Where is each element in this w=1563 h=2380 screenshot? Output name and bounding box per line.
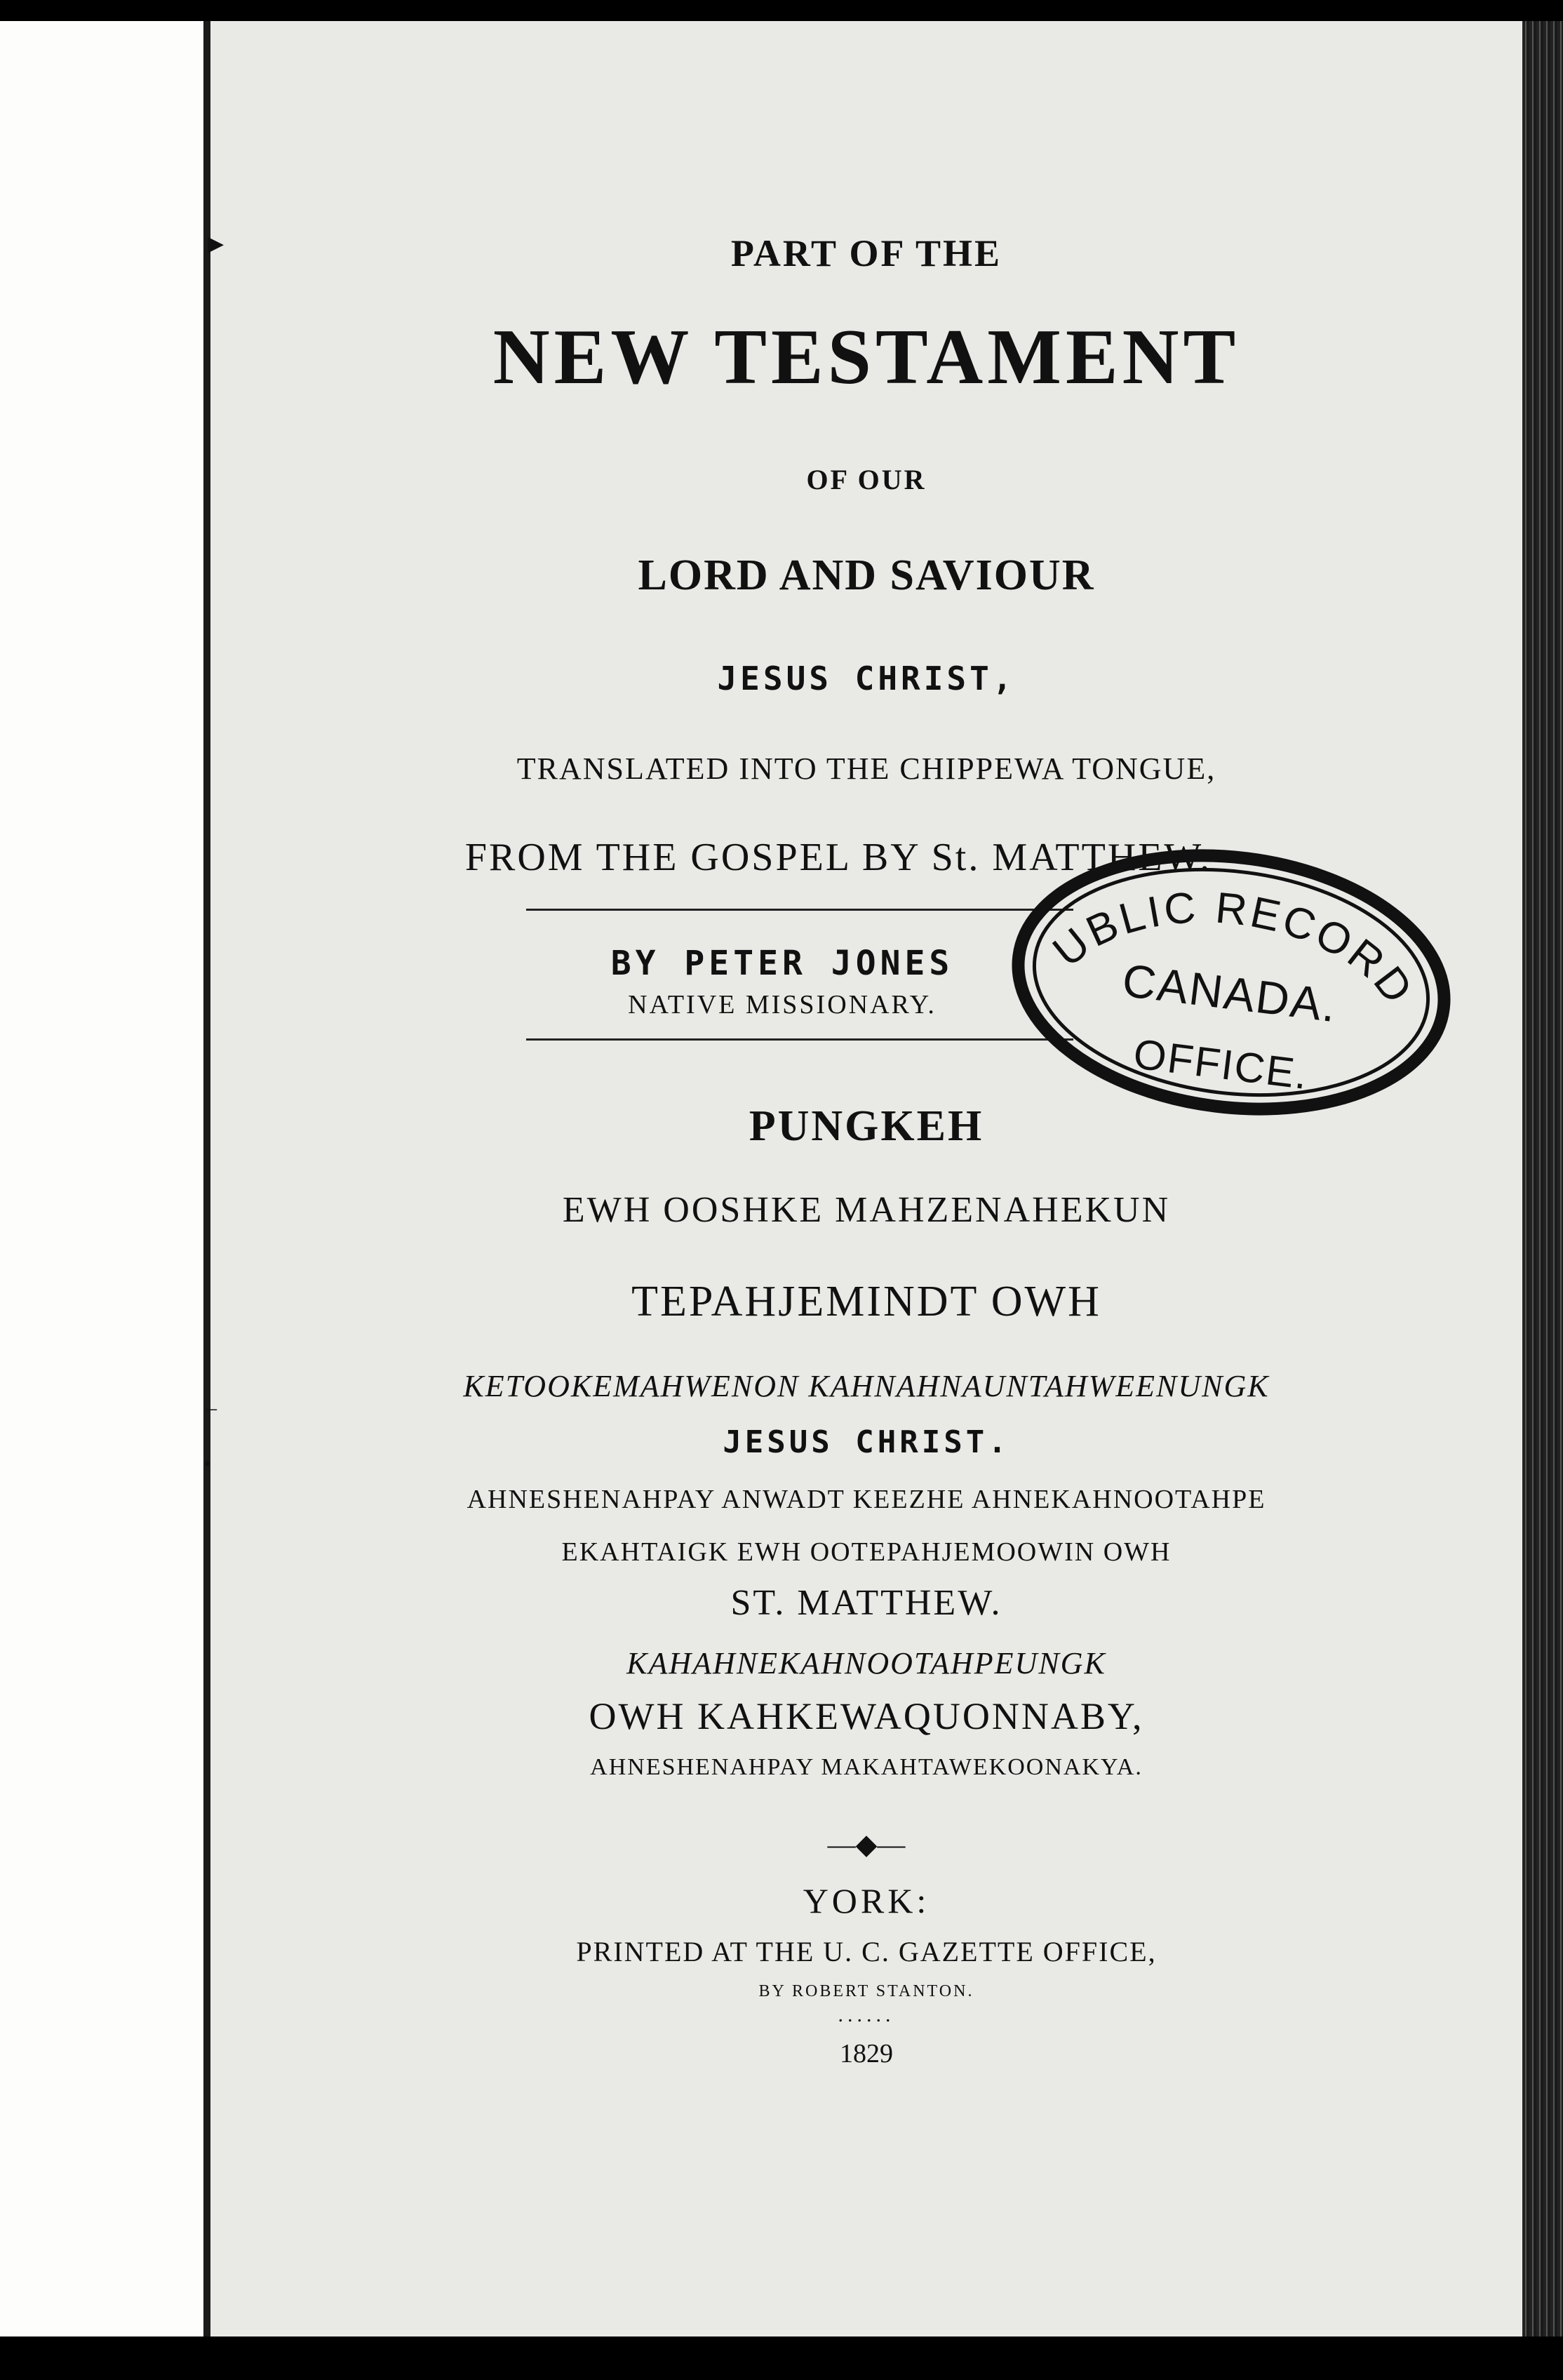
imprint-dots: ...... (838, 2003, 895, 2026)
stamp-oval (988, 815, 1475, 1149)
title-lord-and-saviour: LORD AND SAVIOUR (638, 551, 1095, 599)
imprint-year: 1829 (840, 2039, 893, 2068)
stamp-center-text: CANADA. (1120, 954, 1341, 1032)
imprint-by: BY ROBERT STANTON. (758, 1982, 974, 2000)
public-records-stamp (988, 815, 1475, 1149)
chippewa-ahneshenahpay: AHNESHENAHPAY ANWADT KEEZHE AHNEKAHNOOTAHPE (467, 1485, 1266, 1514)
margin-mark: • (203, 1452, 211, 1476)
stamp-top-text: PUBLIC RECORDS (1044, 883, 1423, 1015)
chippewa-jesus-christ: JESUS CHRIST. (723, 1424, 1010, 1460)
facing-blank-page (0, 21, 203, 2336)
chippewa-tepahjemindt: TEPAHJEMINDT OWH (631, 1278, 1101, 1325)
margin-mark: – (206, 1396, 217, 1419)
title-of-our: OF OUR (806, 464, 927, 495)
author-title: NATIVE MISSIONARY. (628, 990, 937, 1019)
chippewa-ketookemahwenon: KETOOKEMAHWENON KAHNAHNAUNTAHWEENUNGK (463, 1369, 1270, 1403)
imprint-place: YORK: (803, 1881, 930, 1920)
chippewa-kahahnekahnootahpeungk: KAHAHNEKAHNOOTAHPEUNGK (626, 1646, 1106, 1680)
title-new-testament: NEW TESTAMENT (492, 314, 1240, 401)
author-rule-top (526, 909, 1073, 911)
chippewa-ooshke: EWH OOSHKE MAHZENAHEKUN (562, 1190, 1171, 1230)
stamp-bottom-text: OFFICE. (1131, 1030, 1312, 1099)
title-from-the-gospel: FROM THE GOSPEL BY St. MATTHEW. (464, 836, 1212, 879)
book-page-edges (1522, 21, 1563, 2336)
title-part-of-the: PART OF THE (730, 232, 1002, 274)
chippewa-pungkeh: PUNGKEH (749, 1102, 984, 1150)
chippewa-ekahtaigk: EKAHTAIGK EWH OOTEPAHJEMOOWIN OWH (561, 1537, 1172, 1567)
title-page (203, 21, 1522, 2336)
imprint-printer: PRINTED AT THE U. C. GAZETTE OFFICE, (576, 1936, 1157, 1967)
author-rule-bottom (526, 1038, 1073, 1041)
chippewa-makahtawekoonakya: AHNESHENAHPAY MAKAHTAWEKOONAKYA. (590, 1754, 1143, 1780)
ornament-divider: —◆— (827, 1829, 906, 1860)
title-jesus-christ: JESUS CHRIST, (717, 660, 1016, 697)
page-gutter (203, 21, 210, 2336)
margin-mark: ▶ (208, 232, 224, 255)
title-translated: TRANSLATED INTO THE CHIPPEWA TONGUE, (516, 751, 1216, 786)
chippewa-st-matthew: ST. MATTHEW. (730, 1583, 1002, 1623)
author-name: BY PETER JONES (610, 944, 954, 983)
chippewa-kahkewaquonnaby: OWH KAHKEWAQUONNABY, (589, 1695, 1144, 1737)
